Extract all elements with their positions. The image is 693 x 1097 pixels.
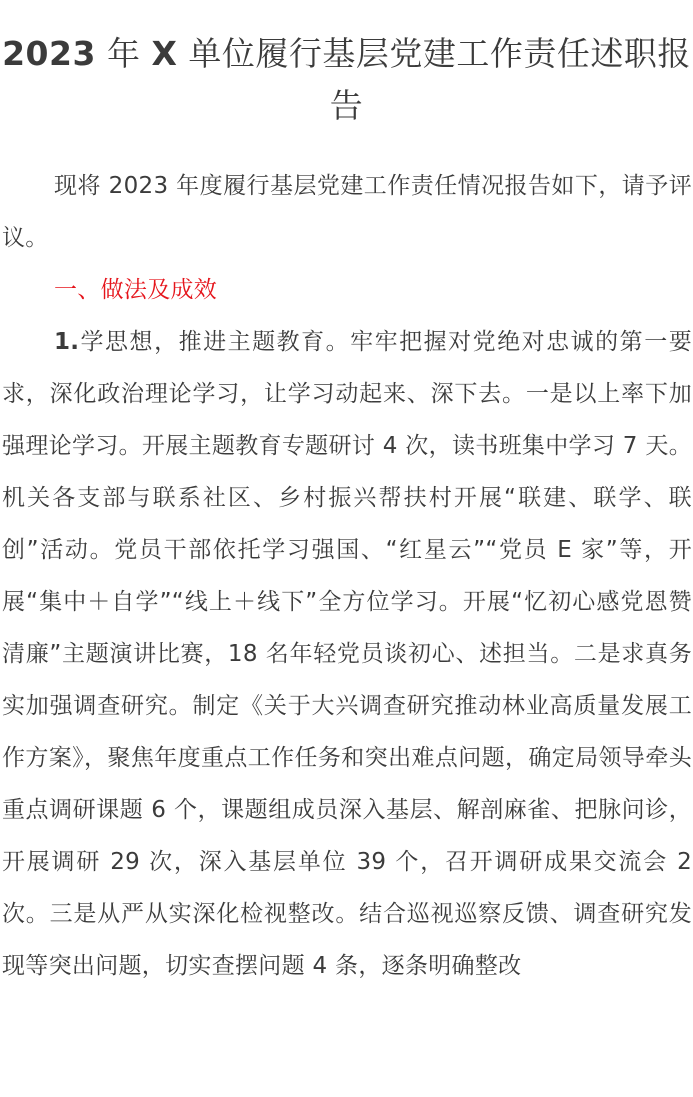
intro-paragraph: 现将 2023 年度履行基层党建工作责任情况报告如下，请予评议。: [2, 173, 692, 251]
title-part1: 年: [95, 34, 152, 73]
document-title: [0, 28, 693, 132]
title-x: X: [151, 34, 178, 73]
item-paragraph: [2, 316, 692, 992]
title-year: 2023: [2, 34, 96, 73]
document-body: [2, 160, 692, 992]
item-number: 1.: [54, 329, 80, 355]
section-heading: 一、做法及成效: [54, 277, 218, 303]
title-part2: 单位履行基层党建工作责任述职报告: [177, 34, 691, 125]
item-text: 学思想，推进主题教育。牢牢把握对党绝对忠诚的第一要求，深化政治理论学习，让学习动起来、深下去。一是以上率下加强理论学习。开展主题教育专题研讨 4 次，读书班集中学习 7 天。机关各支部与联系社区、乡村振兴帮扶村开展“联建、联学、联创”活动。党员干部依托学习强国、“红星云”“党员 E 家”等，开展“集中＋自学”“线上＋线下”全方位学习。开展“忆初心感党恩赞清廉”主题演讲比赛，18 名年轻党员谈初心、述担当。二是求真务实加强调查研究。制定《关于大兴调查研究推动林业高质量发展工作方案》，聚焦年度重点工作任务和突出难点问题，确定局领导牵头重点调研课题 6 个，课题组成员深入基层、解剖麻雀、把脉问诊，开展调研 29 次，深入基层单位 39 个，召开调研成果交流会 2 次。三是从严从实深化检视整改。结合巡视巡察反馈、调查研究发现等突出问题，切实查摆问题 4 条，逐条明确整改: [2, 329, 692, 979]
